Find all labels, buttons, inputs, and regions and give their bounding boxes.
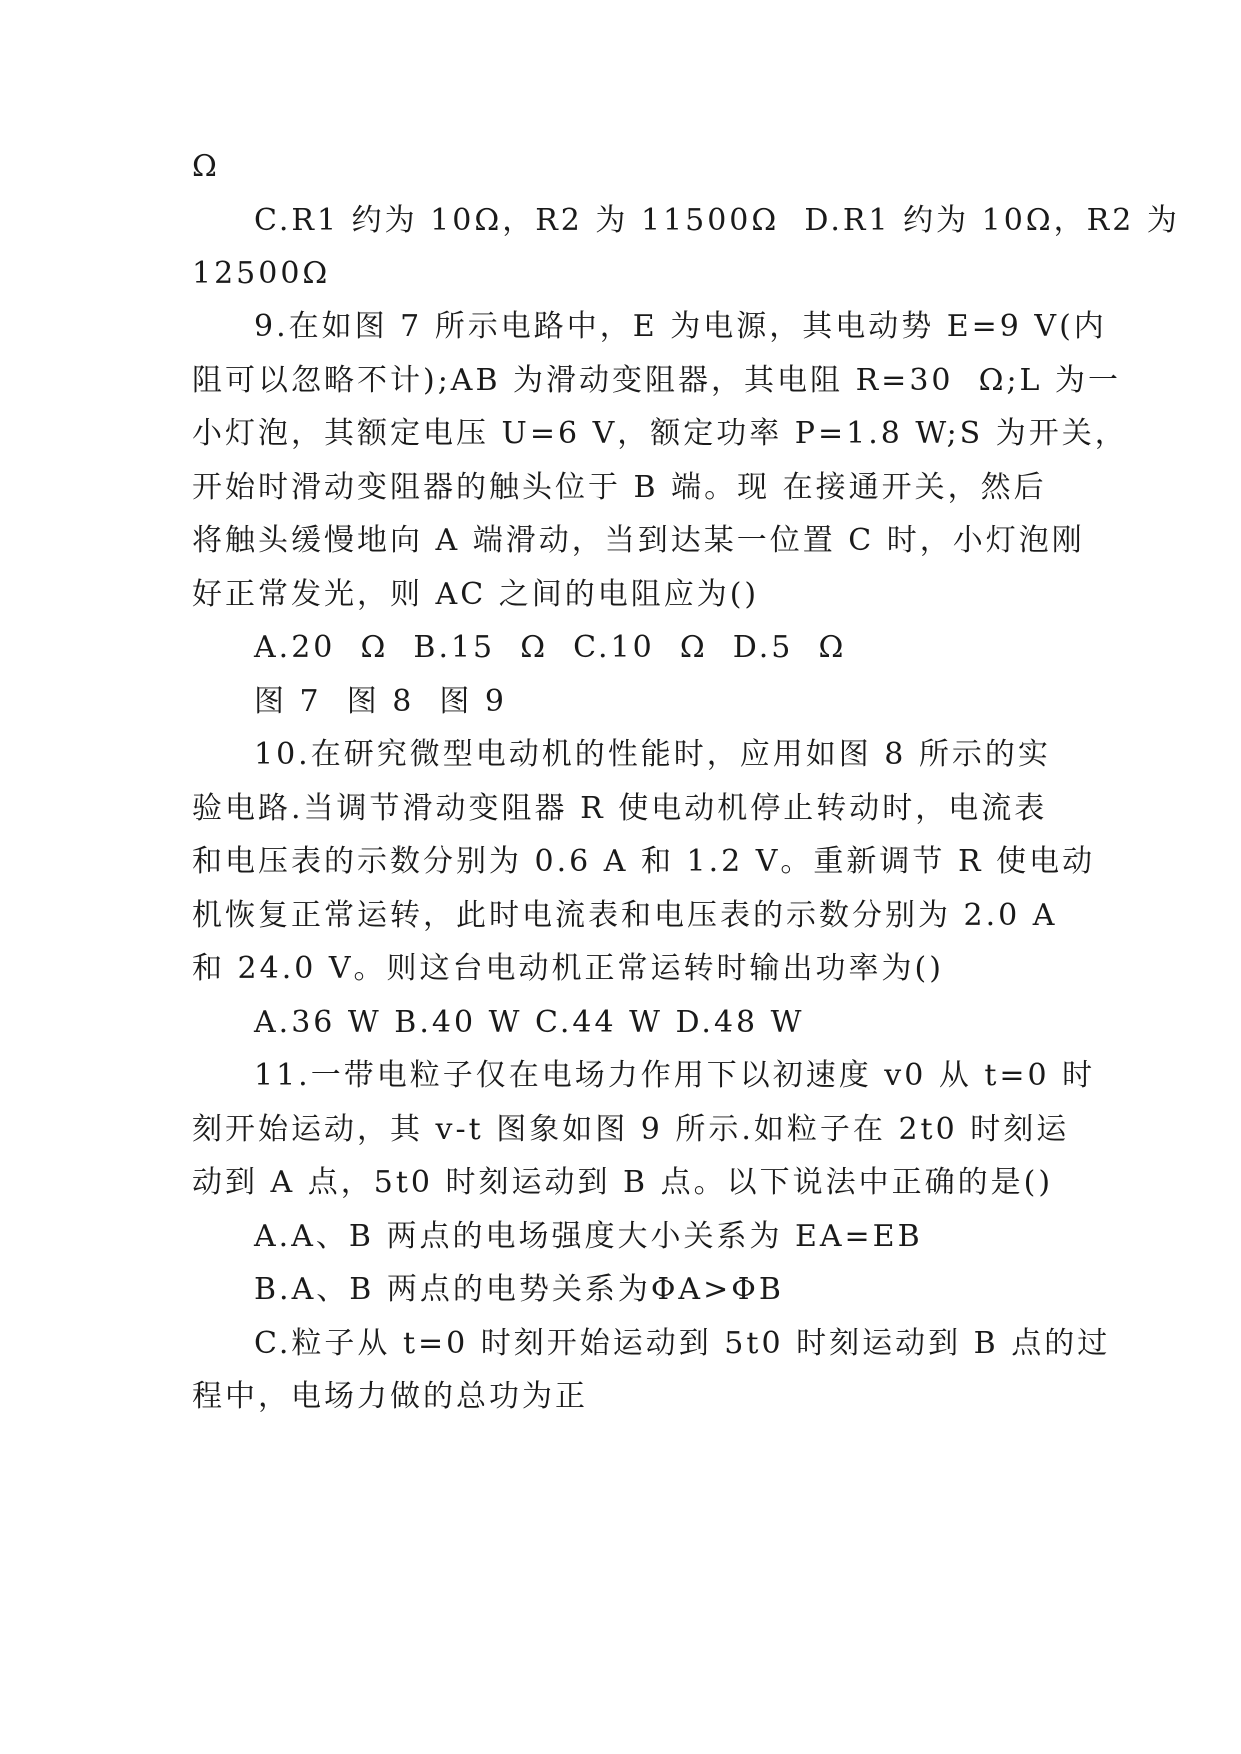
q9-line-5: 将触头缓慢地向 A 端滑动，当到达某一位置 C 时，小灯泡刚 (192, 523, 1085, 558)
q11-line-2: 刻开始运动，其 v-t 图象如图 9 所示.如粒子在 2t0 时刻运 (192, 1112, 1070, 1147)
q10-line-3: 和电压表的示数分别为 0.6 A 和 1.2 V。重新调节 R 使电动 (192, 844, 1096, 879)
q10-line-1: 10.在研究微型电动机的性能时，应用如图 8 所示的实 (254, 737, 1051, 772)
q11-option-c-line-2: 程中，电场力做的总功为正 (192, 1379, 588, 1414)
q11-option-c-line-1: C.粒子从 t=0 时刻开始运动到 5t0 时刻运动到 B 点的过 (254, 1326, 1111, 1361)
q9-options: A.20 Ω B.15 Ω C.10 Ω D.5 Ω (254, 630, 847, 665)
q9-line-3: 小灯泡，其额定电压 U=6 V，额定功率 P=1.8 W;S 为开关， (192, 416, 1128, 451)
text-line-omega-continuation: Ω (192, 149, 220, 184)
q10-line-5: 和 24.0 V。则这台电动机正常运转时输出功率为() (192, 951, 944, 986)
q11-line-3: 动到 A 点，5t0 时刻运动到 B 点。以下说法中正确的是() (192, 1165, 1054, 1200)
q8-option-d-continuation: 12500Ω (192, 256, 331, 291)
q9-line-2: 阻可以忽略不计);AB 为滑动变阻器，其电阻 R=30 Ω;L 为一 (192, 363, 1122, 398)
q11-option-a: A.A、B 两点的电场强度大小关系为 EA=EB (254, 1219, 923, 1254)
q11-option-b: B.A、B 两点的电势关系为ΦA>ΦB (254, 1272, 784, 1307)
q9-line-6: 好正常发光，则 AC 之间的电阻应为() (192, 577, 760, 612)
q11-line-1: 11.一带电粒子仅在电场力作用下以初速度 v0 从 t=0 时 (254, 1058, 1096, 1093)
q9-line-1: 9.在如图 7 所示电路中，E 为电源，其电动势 E=9 V(内 (254, 309, 1107, 344)
q10-line-2: 验电路.当调节滑动变阻器 R 使电动机停止转动时，电流表 (192, 791, 1048, 826)
q8-option-c-d: C.R1 约为 10Ω，R2 为 11500Ω D.R1 约为 10Ω，R2 为 (254, 203, 1180, 238)
q10-line-4: 机恢复正常运转，此时电流表和电压表的示数分别为 2.0 A (192, 898, 1058, 933)
q10-options: A.36 W B.40 W C.44 W D.48 W (254, 1005, 805, 1040)
q9-line-4: 开始时滑动变阻器的触头位于 B 端。现 在接通开关，然后 (192, 470, 1047, 505)
figure-labels: 图 7 图 8 图 9 (254, 684, 508, 719)
